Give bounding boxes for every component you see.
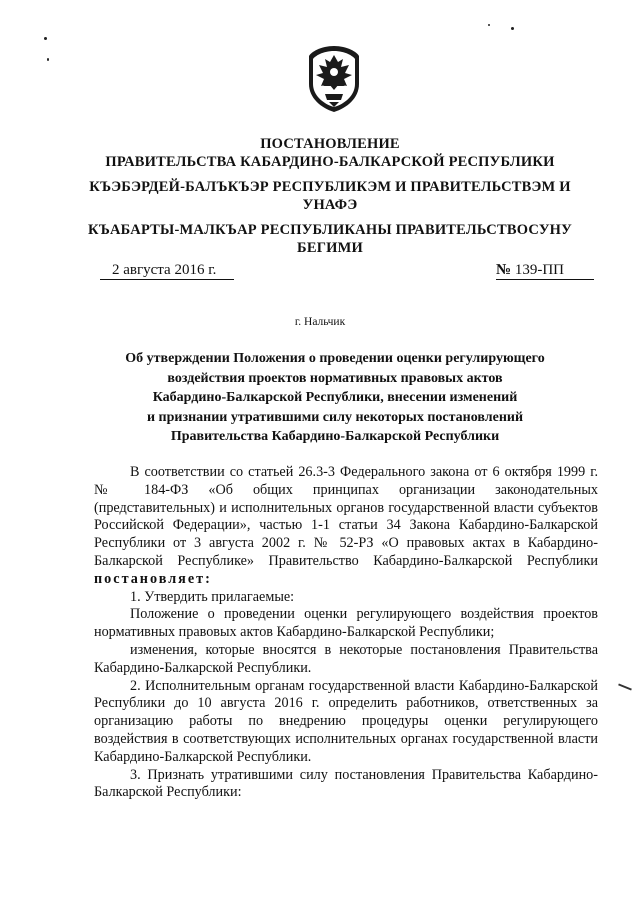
preamble-paragraph <box>94 464 598 589</box>
document-date: 2 августа 2016 г. <box>100 261 234 280</box>
title-line: ПОСТАНОВЛЕНИЕ <box>260 136 400 152</box>
item-1: 1. Утвердить прилагаемые: <box>130 588 295 605</box>
decree-word: постановляет: <box>94 570 212 587</box>
document-body <box>94 464 598 802</box>
balkar-title: КЪАБАРТЫ-МАЛКЪАР РЕСПУБЛИКАНЫ ПРАВИТЕЛЬСТВОСУНУ БЕГИМИ <box>88 222 572 256</box>
subject-line: воздействия проектов нормативных правовых актов <box>167 370 503 386</box>
document-city: г. Нальчик <box>294 316 346 328</box>
item-1a: Положение о проведении оценки регулирующего воздействия проектов нормативных правовых актов Кабардино-Балкарской Республики; <box>94 606 598 641</box>
preamble-text: В соответствии со статьей 26.3-3 Федерального закона от 6 октября 1999 г. № 184-ФЗ «Об общих принципах организации законодательных (представительных) и исполнительных органов государственной власти субъектов Российской Федерации», частью 1-1 статьи 34 Закона Кабардино-Балкарской Республики от 3 августа 2002 г. № 52-РЗ «О правовых актах в Кабардино-Балкарской Республике» Правительство Кабардино-Балкарской Республики <box>94 464 598 569</box>
title-line: ПРАВИТЕЛЬСТВА КАБАРДИНО-БАЛКАРСКОЙ РЕСПУБЛИКИ <box>105 154 555 170</box>
coat-of-arms-icon <box>303 42 365 114</box>
number-value: 139-ПП <box>514 262 564 278</box>
kabardian-title: КЪЭБЭРДЕЙ-БАЛЪКЪЭР РЕСПУБЛИКЭМ И ПРАВИТЕЛЬСТВЭМ И УНАФЭ <box>89 179 571 213</box>
item-1b: изменения, которые вносятся в некоторые постановления Правительства Кабардино-Балкарской Республики. <box>94 641 598 676</box>
item-3: 3. Признать утратившими силу постановления Правительства Кабардино-Балкарской Республики: <box>94 766 598 801</box>
subject-line: и признании утратившими силу некоторых постановлений <box>146 409 524 425</box>
scan-speck <box>47 58 49 61</box>
document-subject <box>110 349 560 447</box>
subject-line: Об утверждении Положения о проведении оценки регулирующего <box>125 351 545 366</box>
item-2: 2. Исполнительным органам государственной власти Кабардино-Балкарской Республики до 10 августа 2016 г. определить работников, ответственных за организацию работы по внедрению процедуры оценки регулирующего воздействия в соответствующих исполнительных органах государственной власти Кабардино-Балкарской Республики. <box>94 677 598 765</box>
document-number <box>496 261 594 280</box>
number-sign: № <box>496 262 512 278</box>
scan-speck <box>44 37 47 40</box>
subject-line: Правительства Кабардино-Балкарской Республики <box>170 429 500 444</box>
subject-line: Кабардино-Балкарской Республики, внесении изменений <box>152 390 518 405</box>
document-title <box>80 135 580 171</box>
scan-speck <box>511 27 514 30</box>
scan-speck <box>488 24 490 26</box>
scan-mark <box>618 683 632 690</box>
